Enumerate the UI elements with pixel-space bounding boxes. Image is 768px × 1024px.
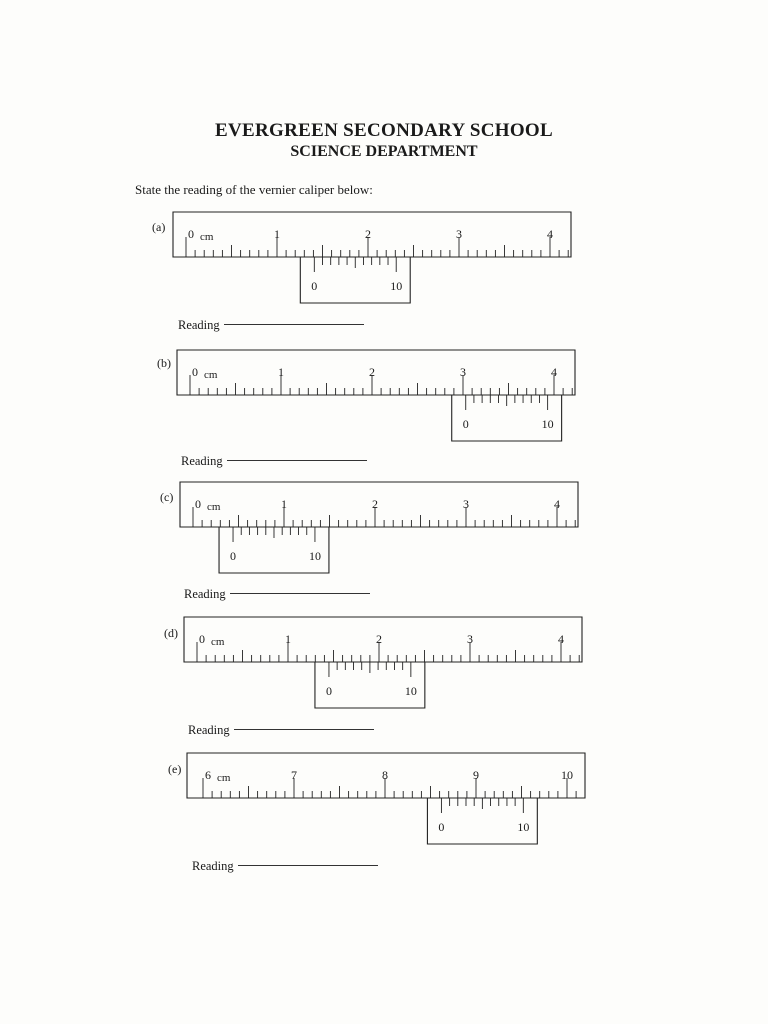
unit-label: cm — [200, 231, 214, 243]
main-scale-label: 8 — [382, 768, 388, 782]
reading-label: Reading — [192, 859, 234, 873]
answer-line[interactable] — [230, 593, 370, 594]
main-scale-label: 3 — [456, 227, 462, 241]
unit-label: cm — [207, 501, 221, 513]
reading-label: Reading — [184, 587, 226, 601]
main-scale-label: 10 — [561, 768, 573, 782]
question-c-label: (c) — [160, 490, 174, 504]
main-scale-label: 7 — [291, 768, 297, 782]
main-scale-label: 2 — [376, 632, 382, 646]
vernier-label: 10 — [308, 549, 321, 563]
main-scale-label: 3 — [460, 365, 466, 379]
question-b-label: (b) — [157, 356, 171, 370]
main-scale-label: 6 — [205, 768, 211, 782]
main-scale-label: 2 — [369, 365, 375, 379]
vernier-caliper-c — [180, 482, 578, 577]
main-scale-label: 0 — [188, 227, 194, 241]
reading-label: Reading — [181, 454, 223, 468]
main-scale-label: 9 — [473, 768, 479, 782]
main-scale-label: 4 — [547, 227, 553, 241]
main-scale-body — [177, 350, 575, 395]
vernier-label: 0 — [325, 684, 332, 698]
page-title: EVERGREEN SECONDARY SCHOOL — [215, 120, 553, 141]
unit-label: cm — [217, 772, 231, 784]
vernier-caliper-a — [173, 212, 571, 307]
vernier-label: 0 — [438, 820, 445, 834]
question-e-label: (e) — [168, 762, 182, 776]
main-scale-body — [184, 617, 582, 662]
vernier-caliper-d — [184, 617, 582, 712]
main-scale-body — [180, 482, 578, 527]
main-scale-label: 3 — [463, 497, 469, 511]
vernier-label: 0 — [311, 279, 318, 293]
page-subtitle: SCIENCE DEPARTMENT — [290, 143, 478, 160]
vernier-label: 0 — [230, 549, 237, 563]
reading-label: Reading — [188, 723, 230, 737]
vernier-label: 0 — [462, 417, 469, 431]
vernier-label: 10 — [404, 684, 417, 698]
reading-row-d — [188, 723, 374, 738]
main-scale-label: 4 — [551, 365, 557, 379]
reading-row-a — [178, 318, 364, 333]
vernier-label: 10 — [390, 279, 403, 293]
main-scale-body — [173, 212, 571, 257]
main-scale-label: 0 — [192, 365, 198, 379]
question-d-label: (d) — [164, 626, 178, 640]
main-scale-label: 2 — [365, 227, 371, 241]
vernier-caliper-e — [187, 753, 585, 848]
unit-label: cm — [204, 369, 218, 381]
reading-label: Reading — [178, 318, 220, 332]
main-scale-label: 1 — [274, 227, 280, 241]
answer-line[interactable] — [227, 460, 367, 461]
answer-line[interactable] — [234, 729, 374, 730]
main-scale-label: 4 — [558, 632, 564, 646]
main-scale-label: 0 — [199, 632, 205, 646]
question-a-label: (a) — [152, 220, 166, 234]
vernier-caliper-b — [177, 350, 575, 440]
unit-label: cm — [211, 636, 225, 648]
main-scale-label: 1 — [285, 632, 291, 646]
answer-line[interactable] — [224, 324, 364, 325]
main-scale-label: 4 — [554, 497, 560, 511]
reading-row-e — [192, 859, 378, 874]
vernier-label: 10 — [517, 820, 530, 834]
vernier-label: 10 — [541, 417, 554, 431]
reading-row-b — [181, 454, 367, 469]
instruction-text: State the reading of the vernier caliper below: — [135, 182, 373, 197]
main-scale-label: 3 — [467, 632, 473, 646]
reading-row-c — [184, 587, 370, 602]
main-scale-label: 1 — [281, 497, 287, 511]
answer-line[interactable] — [238, 865, 378, 866]
main-scale-label: 1 — [278, 365, 284, 379]
main-scale-label: 0 — [195, 497, 201, 511]
main-scale-label: 2 — [372, 497, 378, 511]
